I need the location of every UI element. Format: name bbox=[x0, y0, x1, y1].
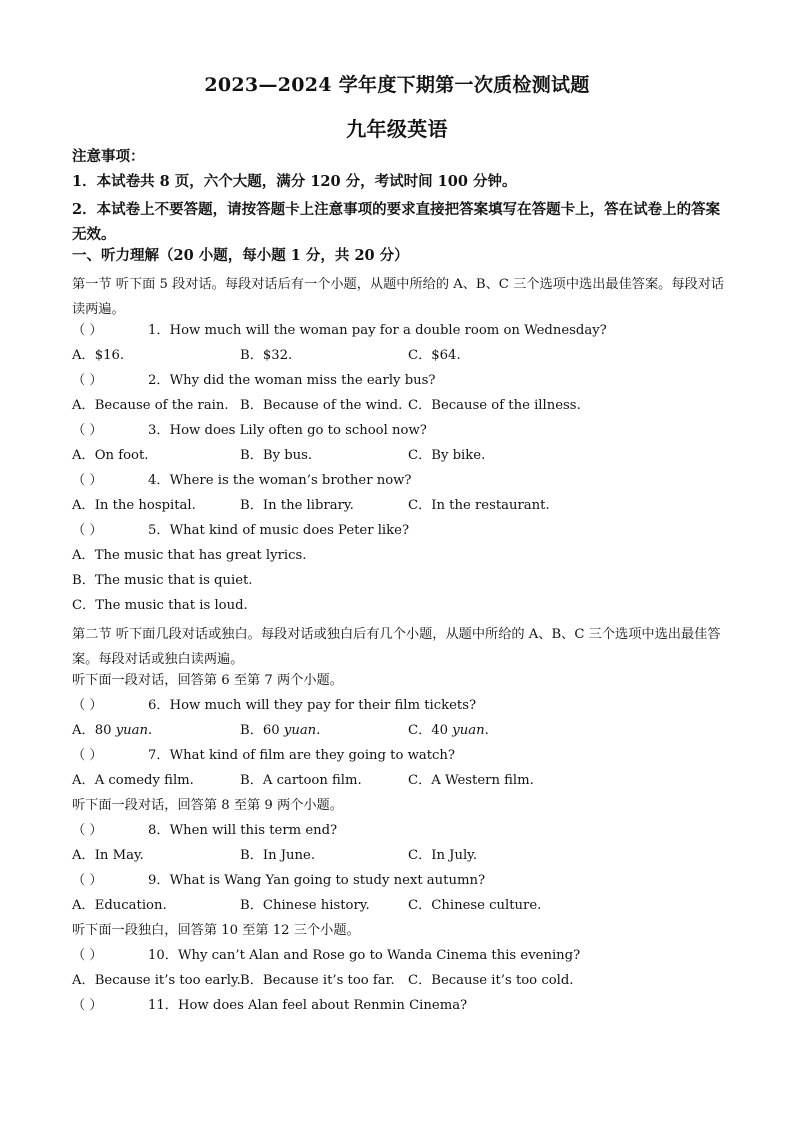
option-b: B．By bus. bbox=[240, 448, 313, 463]
answer-blank: （ ） bbox=[72, 823, 103, 838]
answer-blank: （ ） bbox=[72, 423, 103, 438]
answer-blank: （ ） bbox=[72, 698, 103, 713]
listen-instruction-8-9: 听下面一段对话，回答第 8 至第 9 两个小题。 bbox=[72, 798, 343, 813]
option-a: A．In May. bbox=[72, 848, 144, 863]
question-3 bbox=[72, 422, 427, 440]
option-b: B．60 yuan. bbox=[240, 723, 321, 738]
option-b: B．Chinese history. bbox=[240, 898, 370, 913]
option-a: A．Because it’s too early. bbox=[72, 973, 241, 988]
option-a: A．80 yuan. bbox=[72, 723, 153, 738]
question-stem: 2．Why did the woman miss the early bus? bbox=[148, 373, 436, 388]
question-stem: 1．How much will the woman pay for a double room on Wednesday? bbox=[148, 323, 607, 338]
option-c: C．A Western film. bbox=[408, 773, 534, 788]
option-c: C．$64. bbox=[408, 348, 461, 363]
answer-blank: （ ） bbox=[72, 748, 103, 763]
answer-blank: （ ） bbox=[72, 873, 103, 888]
option-b: B．In the library. bbox=[240, 498, 354, 513]
question-7 bbox=[72, 747, 455, 765]
option-a: A．$16. bbox=[72, 348, 125, 363]
option-a: A．A comedy film. bbox=[72, 773, 194, 788]
option-b: B．$32. bbox=[240, 348, 293, 363]
option-a: A．In the hospital. bbox=[72, 498, 196, 513]
answer-blank: （ ） bbox=[72, 323, 103, 338]
exam-title: 2023—2024 学年度下期第一次质检测试题 bbox=[204, 74, 590, 96]
option-c: C．In the restaurant. bbox=[408, 498, 550, 513]
option-c: C．By bike. bbox=[408, 448, 486, 463]
option-b: B．In June. bbox=[240, 848, 316, 863]
answer-blank: （ ） bbox=[72, 473, 103, 488]
option-b: B．A cartoon film. bbox=[240, 773, 362, 788]
notes-item-2: 2．本试卷上不要答题，请按答题卡上注意事项的要求直接把答案填写在答题卡上，答在试卷上的答案无效。 bbox=[72, 201, 721, 243]
option-a: A．Education. bbox=[72, 898, 167, 913]
answer-blank: （ ） bbox=[72, 373, 103, 388]
question-stem: 10．Why can’t Alan and Rose go to Wanda Cinema this evening? bbox=[148, 948, 581, 963]
question-10 bbox=[72, 947, 580, 965]
question-stem: 7．What kind of film are they going to watch? bbox=[148, 748, 455, 763]
question-stem: 5．What kind of music does Peter like? bbox=[148, 523, 410, 538]
answer-blank: （ ） bbox=[72, 998, 103, 1013]
listen-instruction-6-7: 听下面一段对话，回答第 6 至第 7 两个小题。 bbox=[72, 673, 343, 688]
answer-blank: （ ） bbox=[72, 948, 103, 963]
notes-heading: 注意事项： bbox=[72, 148, 145, 165]
option-a: A．Because of the rain. bbox=[72, 398, 229, 413]
option-b: B．Because of the wind. bbox=[240, 398, 403, 413]
question-stem: 4．Where is the woman’s brother now? bbox=[148, 473, 412, 488]
option-b: B．Because it’s too far. bbox=[240, 973, 395, 988]
section1-part1-intro: 第一节 听下面 5 段对话。每段对话后有一个小题，从题中所给的 A、B、C 三个选项中选出最佳答案。每段对话读两遍。 bbox=[72, 277, 725, 317]
section1-part2-intro: 第二节 听下面几段对话或独白。每段对话或独白后有几个小题，从题中所给的 A、B、C 三个选项中选出最佳答案。每段对话或独白读两遍。 bbox=[72, 627, 721, 667]
question-stem: 3．How does Lily often go to school now? bbox=[148, 423, 427, 438]
question-8 bbox=[72, 822, 337, 840]
option-c: C．Because it’s too cold. bbox=[408, 973, 574, 988]
question-stem: 6．How much will they pay for their film tickets? bbox=[148, 698, 477, 713]
question-stem: 8．When will this term end? bbox=[148, 823, 338, 838]
exam-subtitle: 九年级英语 bbox=[346, 117, 448, 141]
answer-blank: （ ） bbox=[72, 523, 103, 538]
question-2 bbox=[72, 372, 435, 390]
option-c: C．The music that is loud. bbox=[72, 598, 248, 613]
question-9 bbox=[72, 872, 485, 890]
option-b: B．The music that is quiet. bbox=[72, 573, 253, 588]
option-c: C．Chinese culture. bbox=[408, 898, 542, 913]
question-11 bbox=[72, 997, 467, 1015]
notes-item-1: 1．本试卷共 8 页，六个大题，满分 120 分，考试时间 100 分钟。 bbox=[72, 173, 517, 190]
question-5 bbox=[72, 522, 409, 540]
option-c: C．Because of the illness. bbox=[408, 398, 581, 413]
section1-heading: 一、听力理解（20 小题，每小题 1 分，共 20 分） bbox=[72, 247, 409, 264]
question-stem: 9．What is Wang Yan going to study next autumn? bbox=[148, 873, 486, 888]
question-4 bbox=[72, 472, 412, 490]
question-6 bbox=[72, 697, 476, 715]
listen-instruction-10-12: 听下面一段独白，回答第 10 至第 12 三个小题。 bbox=[72, 923, 360, 938]
option-c: C．40 yuan. bbox=[408, 723, 489, 738]
option-c: C．In July. bbox=[408, 848, 478, 863]
question-1 bbox=[72, 322, 607, 340]
question-stem: 11．How does Alan feel about Renmin Cinema? bbox=[148, 998, 468, 1013]
option-a: A．On foot. bbox=[72, 448, 149, 463]
option-a: A．The music that has great lyrics. bbox=[72, 548, 307, 563]
